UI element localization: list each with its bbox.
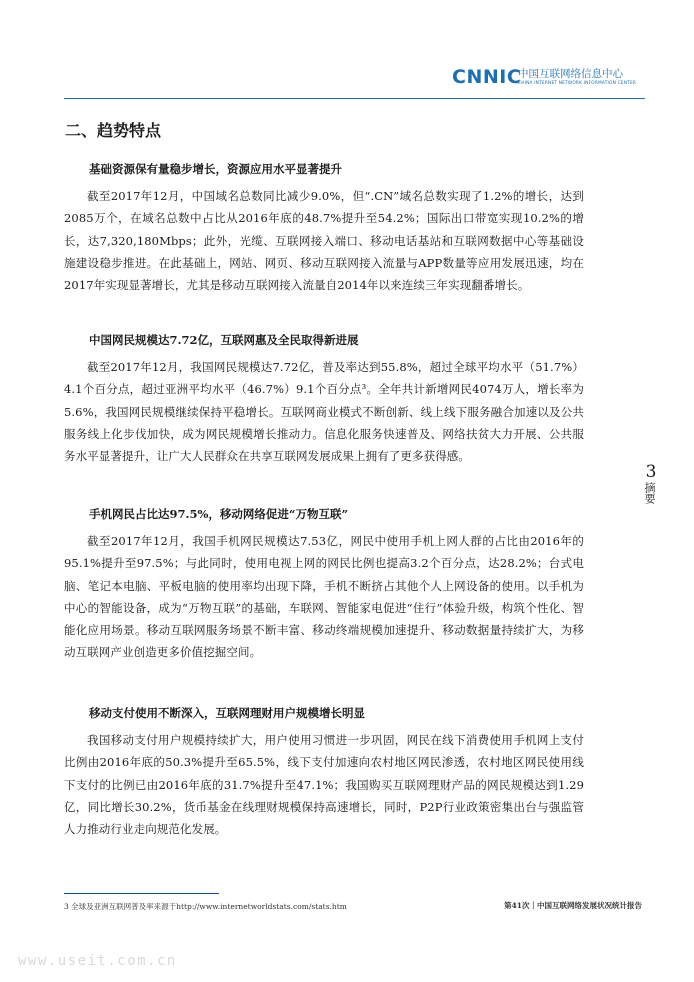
trend-block-netizens — [64, 331, 584, 467]
trend-block-mobile — [64, 505, 584, 664]
block-heading: 手机网民占比达97.5%，移动网络促进“万物互联” — [89, 507, 349, 521]
block-paragraph: 我国移动支付用户规模持续扩大，用户使用习惯进一步巩固，网民在线下消费使用手机网上支付比例由2016年底的50.3%提升至65.5%，线下支付加速向农村地区网民渗透，农村地区网民使用线下支付的比例已由2016年底的31.7%提升至47.1%；我国购买互联网理财产品的网民规模达到1.29亿，同比增长30.2%，货币基金在线理财规模保持高速增长，同时，P2P行业政策密集出台与强监管人力推动行业走向规范化发展。 — [64, 733, 584, 837]
trend-block-infrastructure — [64, 160, 584, 296]
footnote: 3 全球及亚洲互联网普及率来源于http://www.internetworldstats.com/stats.htm — [64, 902, 347, 911]
side-section-label: 摘要 — [643, 482, 656, 504]
watermark: www.useit.com.cn — [18, 953, 177, 969]
block-paragraph: 截至2017年12月，我国网民规模达7.72亿，普及率达到55.8%，超过全球平均水平（51.7%）4.1个百分点，超过亚洲平均水平（46.7%）9.1个百分点³。全年共计新增网民4074万人，增长率为5.6%，我国网民规模继续保持平稳增长。互联网商业模式不断创新、线上线下服务融合加速以及公共服务线上化步伐加快，成为网民规模增长推动力。信息化服务快速普及、网络扶贫大力开展、公共服务水平显著提升，让广大人民群众在共享互联网发展成果上拥有了更多获得感。 — [64, 360, 584, 464]
report-footer: 第41次｜中国互联网络发展状况统计报告 — [504, 901, 642, 910]
logo-chinese-name: 中国互联网络信息中心 — [518, 68, 623, 80]
side-tab — [641, 462, 661, 504]
cnnic-logo-mark: CNNIC — [452, 66, 522, 88]
header-divider — [64, 98, 645, 99]
block-heading: 移动支付使用不断深入，互联网理财用户规模增长明显 — [89, 706, 365, 720]
trend-block-payment — [64, 704, 584, 840]
block-paragraph: 截至2017年12月，我国手机网民规模达7.53亿，网民中使用手机上网人群的占比由2016年的95.1%提升至97.5%；与此同时，使用电视上网的网民比例也提高3.2个百分点，达28.2%；台式电脑、笔记本电脑、平板电脑的使用率均出现下降，手机不断挤占其他个人上网设备的使用。以手机为中心的智能设备，成为“万物互联”的基础，车联网、智能家电促进“住行”体验升级，构筑个性化、智能化应用场景。移动互联网服务场景不断丰富、移动终端规模加速提升、移动数据量持续扩大，为移动互联网产业创造更多价值挖掘空间。 — [64, 534, 584, 660]
block-heading: 中国网民规模达7.72亿，互联网惠及全民取得新进展 — [89, 333, 359, 347]
block-paragraph: 截至2017年12月，中国域名总数同比减少9.0%，但“.CN”域名总数实现了1.2%的增长，达到2085万个，在域名总数中占比从2016年底的48.7%提升至54.2%；国际出口带宽实现10.2%的增长，达7,320,180Mbps；此外，光缆、互联网接入端口、移动电话基站和互联网数据中心等基础设施建设稳步推进。在此基础上，网站、网页、移动互联网接入流量与APP数量等应用发展迅速，均在2017年实现显著增长，尤其是移动互联网接入流量自2014年以来连续三年实现翻番增长。 — [64, 189, 584, 293]
block-heading: 基础资源保有量稳步增长，资源应用水平显著提升 — [89, 162, 342, 176]
footnote-divider — [64, 893, 219, 894]
page-number: 3 — [645, 462, 657, 482]
section-title: 二、趋势特点 — [65, 121, 162, 140]
logo-english-name: CHINA INTERNET NETWORK INFORMATION CENTER — [518, 81, 637, 86]
logo — [452, 66, 642, 92]
